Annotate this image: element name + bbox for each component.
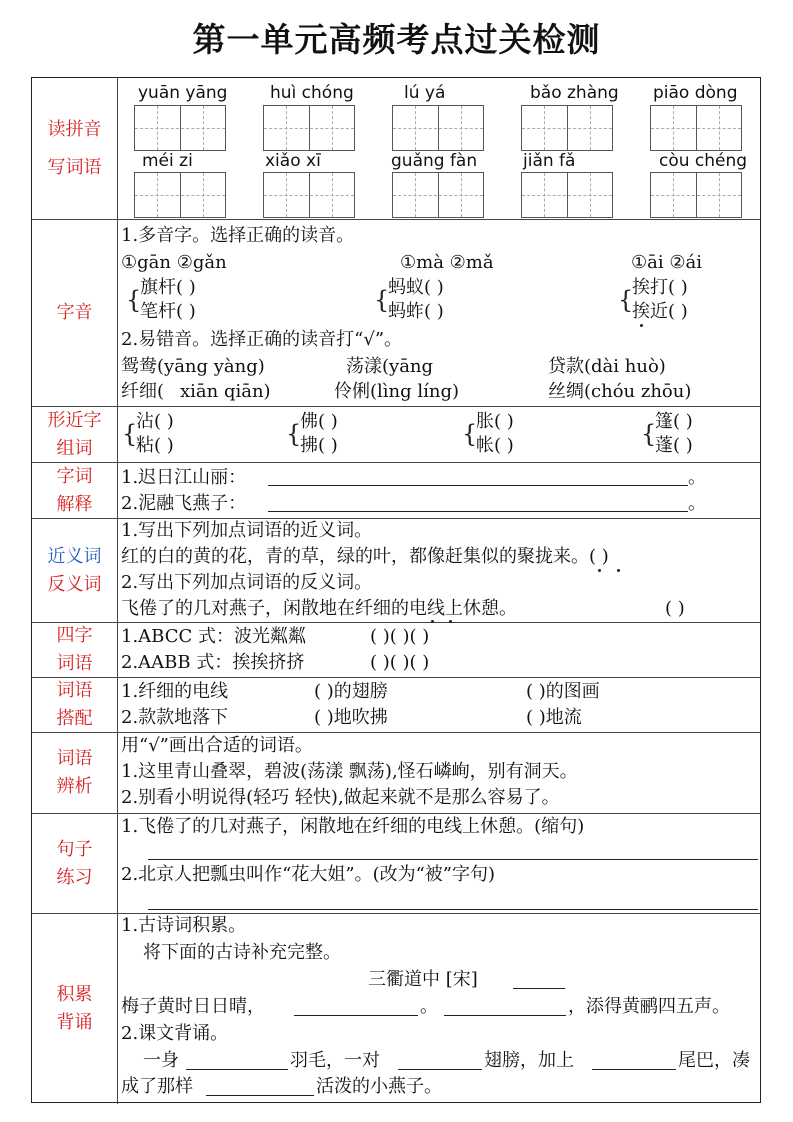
writing-grid[interactable] <box>392 172 484 218</box>
answer-blank[interactable]: ( )地吹拂 <box>314 707 388 728</box>
writing-grid[interactable] <box>650 172 742 218</box>
label-bianxi <box>32 733 118 813</box>
answer-line[interactable] <box>206 1095 314 1096</box>
word-blank[interactable]: 胀( ) <box>476 411 514 432</box>
bianxi-content <box>118 733 760 813</box>
label-jilei <box>32 914 118 1104</box>
passage-text: 一身 <box>143 1050 179 1071</box>
label-line: 词语 <box>56 653 93 674</box>
option-text: ①āi ②ái <box>631 252 702 273</box>
label-line: 四字 <box>56 625 93 646</box>
question-text: 2.易错音。选择正确的读音打“√”。 <box>121 329 403 350</box>
brace-icon: { <box>462 420 478 448</box>
sentence-text: 飞倦了的几对燕子，闲散地在纤细的电线上休憩。 <box>121 598 517 619</box>
phrase-text: 1.纤细的电线 <box>121 681 229 702</box>
label-line: 词语 <box>56 680 93 701</box>
row-jilei <box>32 914 760 1104</box>
pinyin-text: còu chéng <box>659 151 748 171</box>
label-line: 积累 <box>56 984 93 1005</box>
label-xingjin <box>32 407 118 462</box>
emphasis-dot <box>598 569 601 572</box>
label-line: 写词语 <box>47 156 102 178</box>
row-xingjin <box>32 407 760 463</box>
question-text: 1.多音字。选择正确的读音。 <box>121 225 355 246</box>
writing-grid[interactable] <box>392 105 484 151</box>
pinyin-text: yuān yāng <box>138 83 228 103</box>
question-text: 2.写出下列加点词语的反义词。 <box>121 572 373 593</box>
brace-icon: { <box>126 286 142 314</box>
row-juzi <box>32 814 760 914</box>
worksheet-table <box>31 77 761 1103</box>
passage-text: 尾巴，凑 <box>678 1050 750 1071</box>
poem-title: 三衢道中 [宋] <box>368 969 478 990</box>
word-blank[interactable]: 粘( ) <box>136 435 174 456</box>
pinyin-text: huì chóng <box>270 83 354 103</box>
answer-line[interactable] <box>592 1069 676 1070</box>
label-line: 组词 <box>56 437 93 459</box>
answer-line[interactable] <box>268 485 688 486</box>
label-line: 读拼音 <box>47 118 102 140</box>
label-ziyin <box>32 220 118 406</box>
pinyin-text: jiǎn fǎ <box>523 151 576 171</box>
question-text: 将下面的古诗补充完整。 <box>143 942 341 963</box>
page-title: 第一单元高频考点过关检测 <box>192 20 601 59</box>
choice-text[interactable]: 荡漾(yāng <box>346 356 434 377</box>
pattern-text: 2.AABB 式：挨挨挤挤 <box>121 652 305 673</box>
option-text: ①gān ②gǎn <box>121 252 227 273</box>
writing-grid[interactable] <box>134 105 226 151</box>
writing-grid[interactable] <box>650 105 742 151</box>
word-blank[interactable]: 蚂蚱( ) <box>388 301 444 322</box>
emphasis-dot <box>617 569 620 572</box>
passage-text: 翅膀，加上 <box>484 1050 574 1071</box>
juzi-content <box>118 814 760 913</box>
question-text: 1.写出下列加点词语的近义词。 <box>121 520 373 541</box>
answer-blank[interactable]: ( )地流 <box>526 707 582 728</box>
word-blank[interactable]: 蓬( ) <box>655 435 693 456</box>
row-pinyin <box>32 78 760 220</box>
answer-blank[interactable]: ( ) <box>665 598 685 619</box>
label-line: 练习 <box>56 866 93 888</box>
label-line: 反义词 <box>47 573 102 595</box>
label-jinfan <box>32 519 118 622</box>
brace-icon: { <box>374 286 390 314</box>
writing-grid[interactable] <box>521 105 613 151</box>
question-text: 2.课文背诵。 <box>121 1023 229 1044</box>
word-blank[interactable]: 旗杆( ) <box>140 277 196 298</box>
answer-line[interactable] <box>294 1015 418 1016</box>
label-line: 字音 <box>56 302 93 323</box>
sentence-text[interactable]: 红的白的黄的花，青的草，绿的叶，都像赶集似的聚拢来。( ) <box>121 546 609 567</box>
jilei-content <box>118 914 760 1104</box>
passage-text: 成了那样 <box>121 1076 193 1097</box>
pinyin-text: guǎng fàn <box>391 151 478 171</box>
jinfan-content <box>118 519 760 622</box>
label-juzi <box>32 814 118 913</box>
choice-text[interactable]: 纤细( <box>121 381 165 402</box>
label-line: 字词 <box>56 465 93 487</box>
emphasis-dot <box>640 324 643 327</box>
poem-line: 梅子黄时日日晴， <box>121 996 265 1017</box>
word-blank[interactable]: 挨打( ) <box>632 277 688 298</box>
row-jieshi <box>32 463 760 519</box>
label-line: 近义词 <box>47 545 102 567</box>
jieshi-content <box>118 463 760 518</box>
choice-text[interactable]: 伶俐(lìng líng) <box>334 381 460 402</box>
pinyin-text: lú yá <box>404 83 446 103</box>
brace-icon: { <box>122 420 138 448</box>
pinyin-text: xiǎo xī <box>265 151 321 171</box>
writing-grid[interactable] <box>263 172 355 218</box>
pinyin-content <box>118 78 760 219</box>
choice-text[interactable]: xiān qiān) <box>180 381 271 402</box>
period-text: 。 <box>688 493 706 514</box>
label-line: 句子 <box>56 838 93 860</box>
choice-text[interactable]: 丝绸(chóu zhōu) <box>548 381 692 402</box>
passage-text: 羽毛，一对 <box>290 1050 380 1071</box>
sentence-text[interactable]: 1.这里青山叠翠，碧波(荡漾 飘荡),怪石嶙峋，别有洞天。 <box>121 761 578 782</box>
pinyin-text: bǎo zhàng <box>530 83 619 103</box>
sizi-content <box>118 623 760 677</box>
answer-blank[interactable]: ( )的图画 <box>526 681 600 702</box>
answer-line[interactable] <box>186 1069 288 1070</box>
word-blank[interactable]: 篷( ) <box>655 411 693 432</box>
option-text: ①mà ②mǎ <box>400 252 494 273</box>
brace-icon: { <box>286 420 302 448</box>
label-jieshi <box>32 463 118 518</box>
row-jinfan <box>32 519 760 623</box>
row-bianxi <box>32 733 760 814</box>
word-blank[interactable]: 拂( ) <box>300 435 338 456</box>
choice-text[interactable]: 鸳鸯(yāng yàng) <box>121 356 265 377</box>
writing-grid[interactable] <box>134 172 226 218</box>
question-text: 1.飞倦了的几对燕子，闲散地在纤细的电线上休憩。(缩句) <box>121 816 585 837</box>
label-line: 形近字 <box>47 409 102 431</box>
pattern-text: 1.ABCC 式：波光粼粼 <box>121 626 307 647</box>
answer-line[interactable] <box>444 1015 566 1016</box>
answer-blank[interactable]: ( )( )( ) <box>370 652 430 673</box>
writing-grid[interactable] <box>263 105 355 151</box>
word-blank[interactable]: 帐( ) <box>476 435 514 456</box>
poem-line: 。 <box>420 996 438 1017</box>
answer-line[interactable] <box>398 1069 482 1070</box>
xingjin-content <box>118 407 760 462</box>
label-dapei <box>32 678 118 732</box>
label-line: 词语 <box>56 748 93 769</box>
answer-line[interactable] <box>148 859 758 860</box>
pinyin-text: méi zi <box>142 151 193 171</box>
ziyin-content <box>118 220 760 406</box>
answer-line[interactable] <box>513 988 565 989</box>
phrase-text: 2.款款地落下 <box>121 707 229 728</box>
pinyin-text: piāo dòng <box>653 83 738 103</box>
row-ziyin <box>32 220 760 407</box>
label-pinyin <box>32 78 118 219</box>
answer-line[interactable] <box>268 511 688 512</box>
passage-text: 活泼的小燕子。 <box>316 1076 442 1097</box>
question-text: 1.迟日江山丽： <box>121 467 247 488</box>
writing-grid[interactable] <box>521 172 613 218</box>
label-line: 辨析 <box>56 776 93 797</box>
question-text: 1.古诗词积累。 <box>121 915 247 936</box>
word-blank[interactable]: 笔杆( ) <box>140 301 196 322</box>
period-text: 。 <box>688 467 706 488</box>
word-blank[interactable]: 沾( ) <box>136 411 174 432</box>
question-text: 2.泥融飞燕子： <box>121 493 247 514</box>
question-text: 用“√”画出合适的词语。 <box>121 735 313 756</box>
word-blank[interactable]: 挨近( ) <box>632 301 688 322</box>
dapei-content <box>118 678 760 732</box>
word-blank[interactable]: 蚂蚁( ) <box>388 277 444 298</box>
label-line: 背诵 <box>56 1012 93 1033</box>
answer-blank[interactable]: ( )( )( ) <box>370 626 430 647</box>
poem-line: ，添得黄鹂四五声。 <box>568 996 730 1017</box>
brace-icon: { <box>618 286 634 314</box>
label-line: 搭配 <box>56 708 93 729</box>
choice-text[interactable]: 贷款(dài huò) <box>548 356 666 377</box>
brace-icon: { <box>641 420 657 448</box>
word-blank[interactable]: 佛( ) <box>300 411 338 432</box>
sentence-text[interactable]: 2.别看小明说得(轻巧 轻快),做起来就不是那么容易了。 <box>121 787 560 808</box>
answer-blank[interactable]: ( )的翅膀 <box>314 681 388 702</box>
row-dapei <box>32 678 760 733</box>
label-line: 解释 <box>56 493 93 515</box>
question-text: 2.北京人把瓢虫叫作“花大姐”。(改为“被”字句) <box>121 864 496 885</box>
row-sizi <box>32 623 760 678</box>
answer-line[interactable] <box>148 909 758 910</box>
label-sizi <box>32 623 118 677</box>
